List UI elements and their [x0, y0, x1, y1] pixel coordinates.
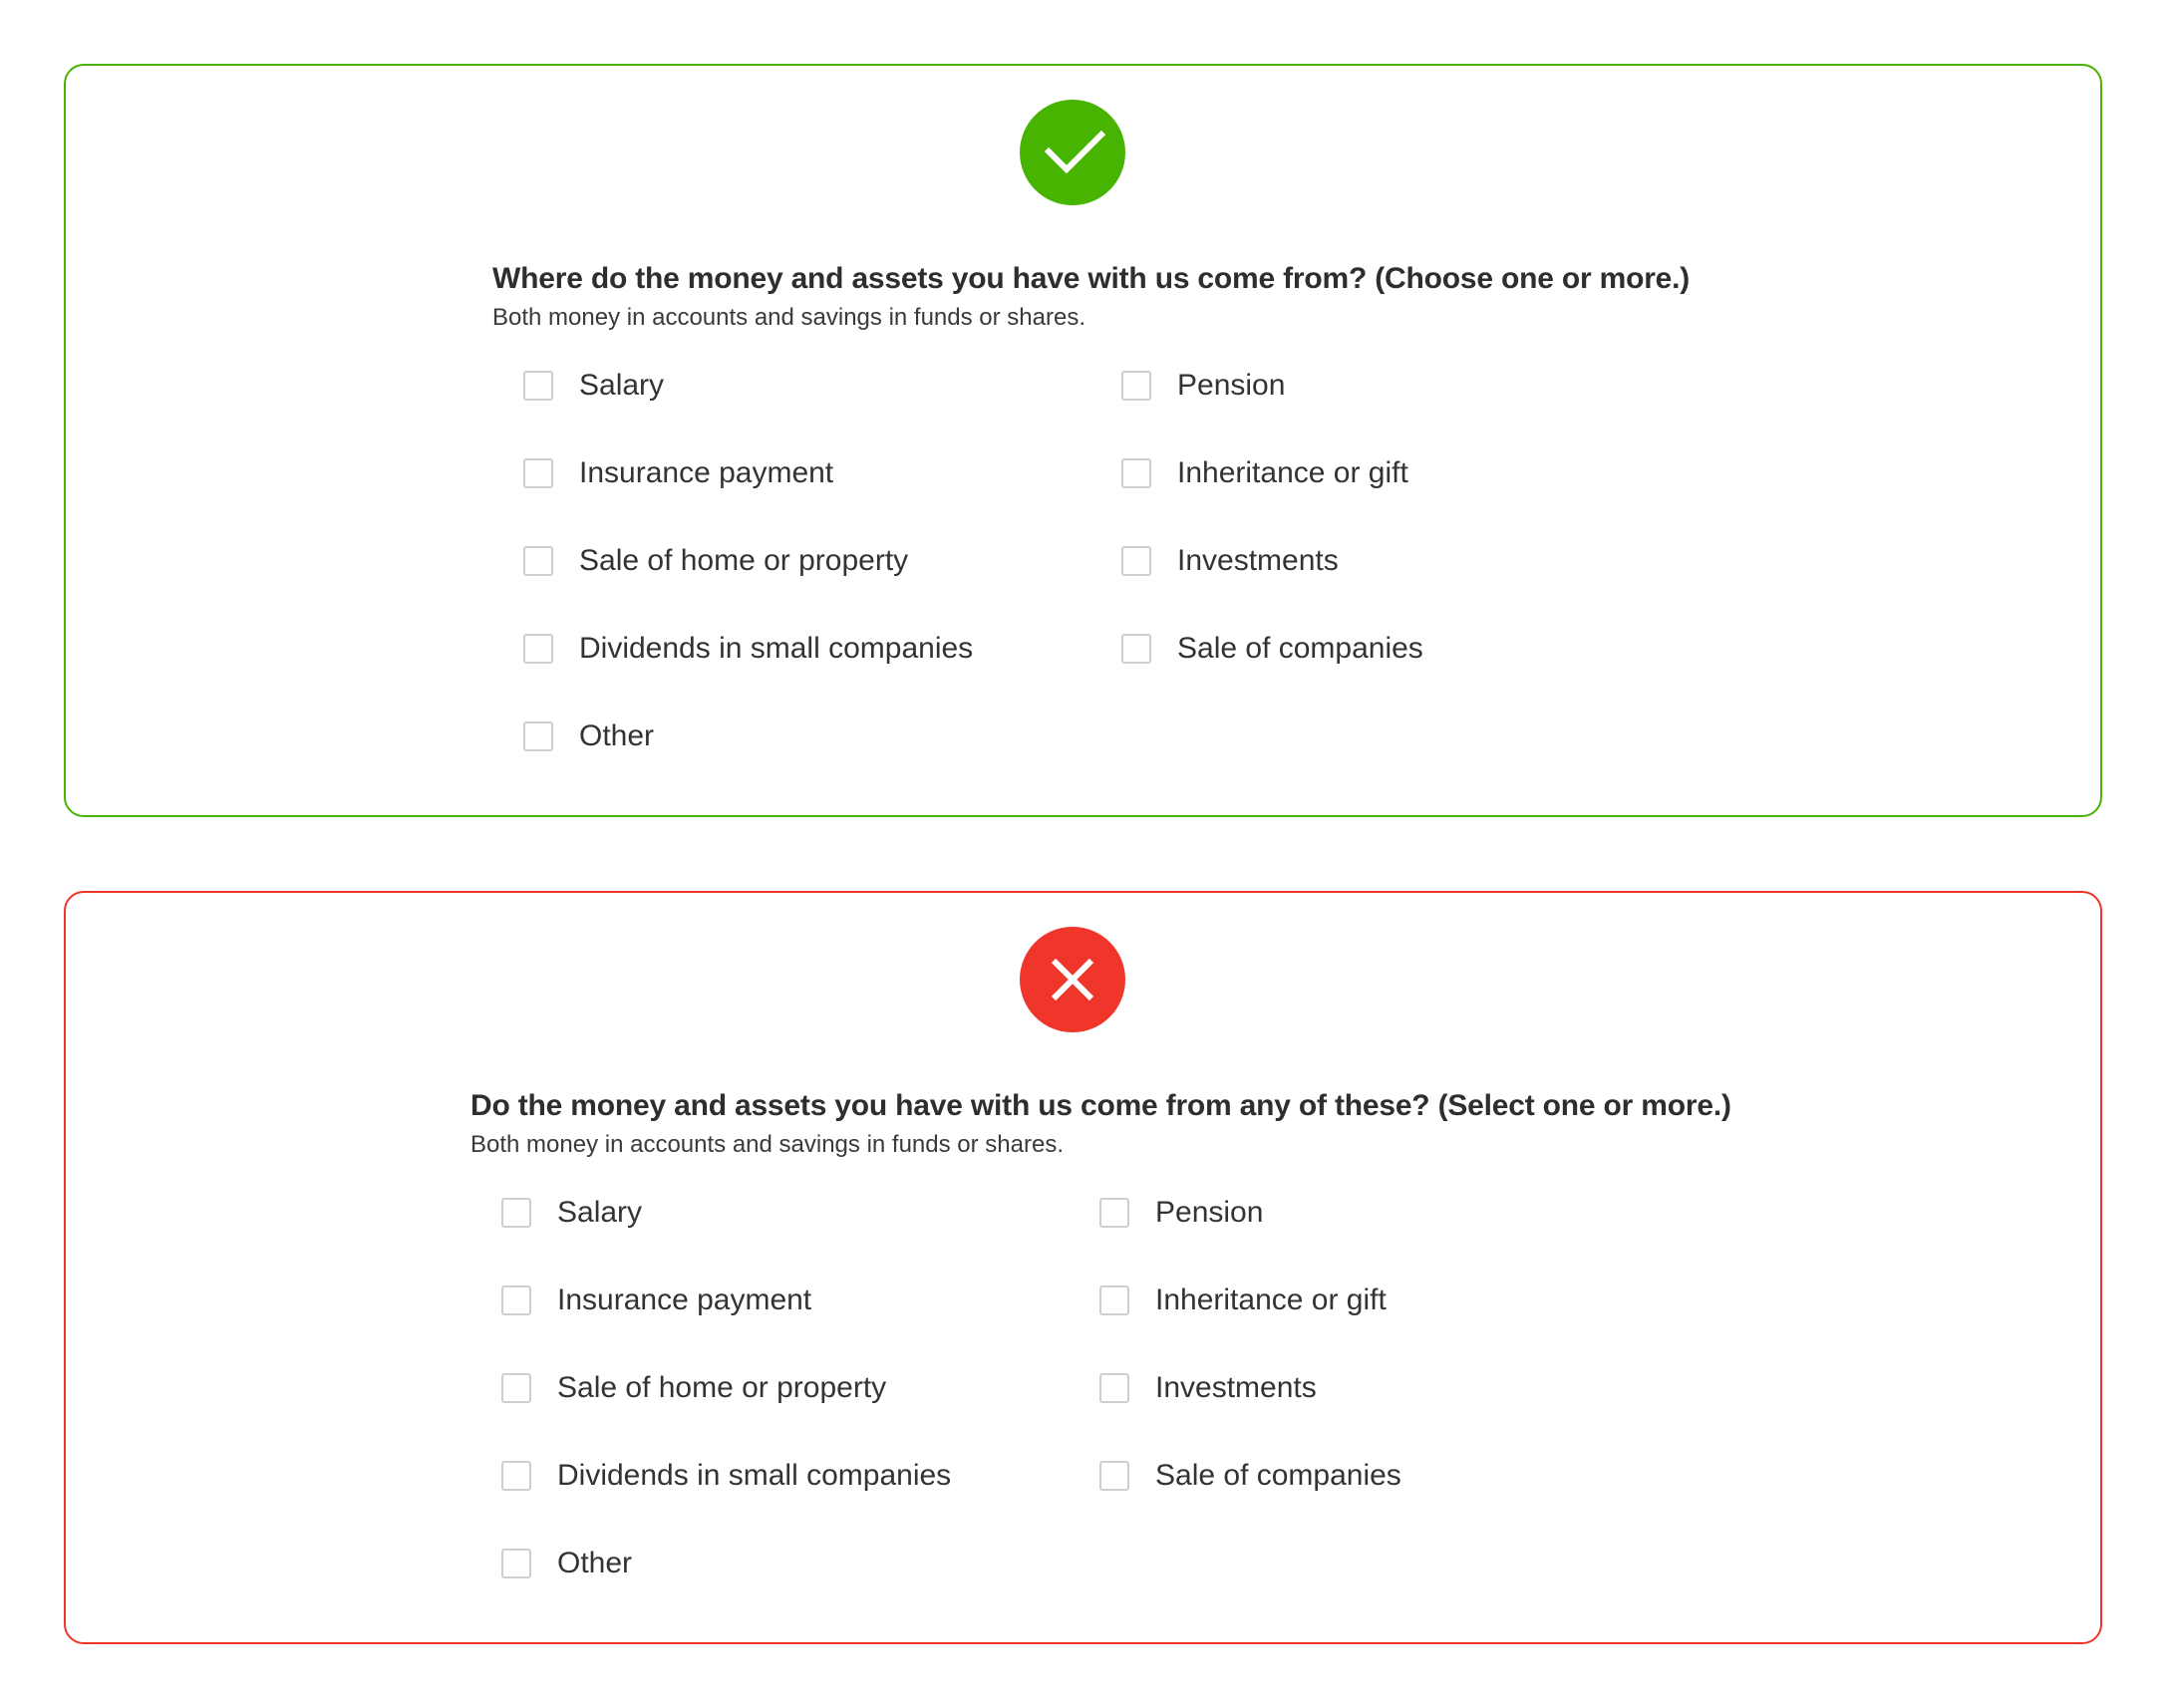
question-group	[470, 1088, 1731, 1594]
incorrect-example-panel	[64, 891, 2102, 1644]
correct-example-panel	[64, 64, 2102, 817]
checkbox[interactable]	[1121, 634, 1151, 664]
checkbox[interactable]	[501, 1549, 531, 1578]
option-inheritance-or-gift[interactable]	[1099, 1283, 1387, 1317]
checkbox[interactable]	[523, 546, 553, 576]
option-label: Investments	[1155, 1371, 1317, 1404]
checkbox[interactable]	[1099, 1373, 1129, 1403]
option-other[interactable]	[501, 1547, 632, 1580]
checkbox[interactable]	[501, 1373, 531, 1403]
option-label: Inheritance or gift	[1177, 456, 1408, 489]
checkbox[interactable]	[1099, 1198, 1129, 1228]
question-title: Where do the money and assets you have with us come from? (Choose one or more.)	[492, 262, 1691, 295]
checkbox[interactable]	[501, 1198, 531, 1228]
option-sale-of-home[interactable]	[523, 544, 908, 578]
option-label: Insurance payment	[579, 456, 834, 489]
option-label: Pension	[1177, 369, 1286, 402]
option-label: Other	[557, 1547, 633, 1579]
option-label: Sale of home or property	[579, 544, 909, 577]
option-inheritance-or-gift[interactable]	[1121, 456, 1408, 490]
option-label: Other	[579, 719, 655, 752]
checkbox[interactable]	[523, 721, 553, 751]
checkbox[interactable]	[501, 1285, 531, 1315]
option-pension[interactable]	[1121, 369, 1285, 403]
checkbox-group	[492, 369, 1689, 767]
option-pension[interactable]	[1099, 1196, 1263, 1230]
question-title: Do the money and assets you have with us come from any of these? (Select one or more.)	[470, 1089, 1731, 1122]
option-label: Investments	[1177, 544, 1339, 577]
option-dividends[interactable]	[523, 632, 973, 666]
option-label: Sale of home or property	[557, 1371, 887, 1404]
question-subtitle: Both money in accounts and savings in funds or shares.	[492, 304, 1086, 331]
checkbox[interactable]	[1099, 1461, 1129, 1491]
option-dividends[interactable]	[501, 1459, 951, 1493]
option-insurance-payment[interactable]	[523, 456, 833, 490]
option-label: Salary	[579, 369, 665, 402]
option-label: Dividends in small companies	[557, 1459, 952, 1492]
option-sale-of-companies[interactable]	[1099, 1459, 1401, 1493]
option-label: Pension	[1155, 1196, 1264, 1229]
question-group	[492, 261, 1690, 767]
option-investments[interactable]	[1121, 544, 1339, 578]
option-sale-of-companies[interactable]	[1121, 632, 1423, 666]
cross-icon	[1020, 927, 1125, 1032]
option-investments[interactable]	[1099, 1371, 1317, 1405]
checkmark-icon	[1020, 100, 1125, 205]
checkbox[interactable]	[501, 1461, 531, 1491]
option-label: Salary	[557, 1196, 643, 1229]
checkbox[interactable]	[523, 634, 553, 664]
checkbox[interactable]	[1099, 1285, 1129, 1315]
option-label: Insurance payment	[557, 1283, 812, 1316]
option-sale-of-home[interactable]	[501, 1371, 886, 1405]
option-label: Dividends in small companies	[579, 632, 974, 665]
option-insurance-payment[interactable]	[501, 1283, 811, 1317]
checkbox[interactable]	[1121, 546, 1151, 576]
checkbox[interactable]	[523, 371, 553, 401]
checkbox[interactable]	[1121, 458, 1151, 488]
option-label: Sale of companies	[1177, 632, 1423, 665]
option-salary[interactable]	[523, 369, 664, 403]
option-label: Sale of companies	[1155, 1459, 1401, 1492]
option-other[interactable]	[523, 719, 654, 753]
checkbox[interactable]	[1121, 371, 1151, 401]
option-salary[interactable]	[501, 1196, 642, 1230]
checkbox-group	[470, 1196, 1667, 1594]
checkbox[interactable]	[523, 458, 553, 488]
question-subtitle: Both money in accounts and savings in funds or shares.	[470, 1131, 1065, 1158]
option-label: Inheritance or gift	[1155, 1283, 1387, 1316]
